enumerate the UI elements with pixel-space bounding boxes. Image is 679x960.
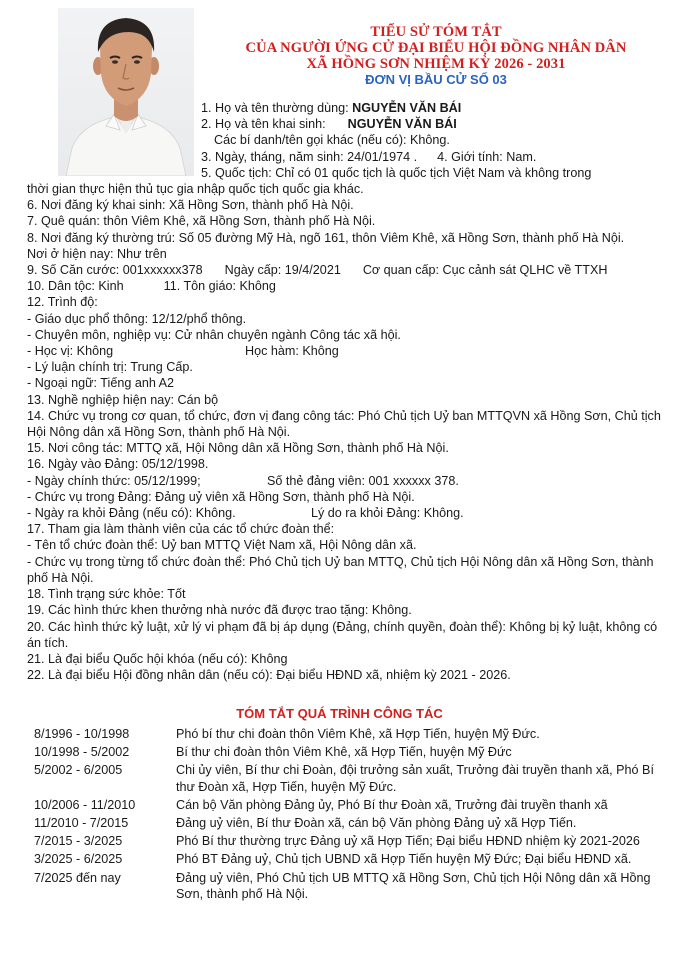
work-description: Đảng uỷ viên, Bí thư Đoàn xã, cán bộ Văn phòng Đảng uỷ xã Hợp Tiến. (176, 816, 577, 831)
bio-line-12b: - Chuyên môn, nghiệp vụ: Cử nhân chuyên ngành Công tác xã hội. (27, 327, 401, 342)
bio-line-12c: - Học vị: Không Học hàm: Không (27, 344, 339, 359)
bio-line-12e: - Ngoại ngữ: Tiếng anh A2 (27, 376, 175, 391)
document-term: XÃ HỒNG SƠN NHIỆM KỲ 2026 - 2031 (306, 56, 566, 72)
bio-line-1: 1. Họ và tên thường dùng: NGUYỄN VĂN BÁI (201, 101, 462, 115)
bio-line-20: 20. Các hình thức kỷ luật, xử lý vi phạm đã bị áp dụng (Đảng, chính quyền, đoàn thể): Không bị kỷ luật, không có án tích. (27, 619, 658, 650)
work-description: Bí thư chi đoàn thôn Viêm Khê, xã Hợp Tiến, huyện Mỹ Đức (176, 745, 512, 760)
bio-line-12: 12. Trình độ: (27, 295, 98, 310)
work-description: Phó bí thư chi đoàn thôn Viêm Khê, xã Hợp Tiến, huyện Mỹ Đức. (176, 727, 540, 741)
bio-line-3: 3. Ngày, tháng, năm sinh: 24/01/1974 . 4. Giới tính: Nam. (201, 149, 537, 164)
bio-line-17: 17. Tham gia làm thành viên của các tổ chức đoàn thể: (27, 522, 335, 537)
work-history-row (34, 726, 664, 742)
bio-line-21: 21. Là đại biểu Quốc hội khóa (nếu có): Không (27, 651, 288, 666)
common-name: NGUYỄN VĂN BÁI (352, 101, 462, 115)
bio-line-aliases: Các bí danh/tên gọi khác (nếu có): Không. (214, 133, 450, 148)
work-period: 5/2002 - 6/2005 (34, 763, 123, 778)
work-description: Phó BT Đảng uỷ, Chủ tịch UBND xã Hợp Tiến huyện Mỹ Đức; Đại biểu HĐND xã. (176, 852, 632, 867)
biography-body (27, 100, 667, 683)
work-period: 10/2006 - 11/2010 (34, 797, 136, 812)
work-description: Đảng uỷ viên, Phó Chủ tịch UB MTTQ xã Hồng Sơn, Chủ tịch Hội Nông dân xã Hồng Sơn, thành phố Hà Nội. (176, 870, 651, 901)
bio-line-17a: - Tên tổ chức đoàn thể: Uỷ ban MTTQ Việt Nam xã, Hội Nông dân xã. (27, 538, 417, 553)
bio-line-7: 7. Quê quán: thôn Viêm Khê, xã Hồng Sơn, thành phố Hà Nội. (27, 214, 376, 229)
work-history-row (34, 744, 664, 760)
bio-line-14: 14. Chức vụ trong cơ quan, tổ chức, đơn vị đang công tác: Phó Chủ tịch Uỷ ban MTTQVN xã Hồng Sơn, Chủ tịch Hội Nông dân xã Hồng Sơn, thành phố Hà Nội. (27, 408, 661, 440)
work-history-row (34, 797, 664, 813)
bio-line-2: 2. Họ và tên khai sinh: NGUYỄN VĂN BÁI (201, 117, 457, 132)
bio-line-19: 19. Các hình thức khen thưởng nhà nước đã được trao tặng: Không. (27, 603, 412, 618)
bio-line-16: 16. Ngày vào Đảng: 05/12/1998. (27, 457, 209, 472)
bio-line-12a: - Giáo dục phổ thông: 12/12/phổ thông. (27, 311, 247, 326)
work-history-row (34, 870, 664, 902)
work-history-row (34, 815, 664, 831)
bio-line-16b: - Chức vụ trong Đảng: Đảng uỷ viên xã Hồng Sơn, thành phố Hà Nội. (27, 489, 415, 504)
document-header (198, 24, 674, 88)
work-period: 3/2025 - 6/2025 (34, 852, 123, 867)
work-description: Phó Bí thư thường trực Đảng uỷ xã Hợp Tiến; Đại biểu HĐND nhiệm kỳ 2021-2026 (176, 834, 640, 849)
work-description: Cán bộ Văn phòng Đảng ủy, Phó Bí thư Đoàn xã, Trưởng đài truyền thanh xã (176, 797, 608, 812)
bio-line-8b: Nơi ở hiện nay: Như trên (27, 246, 167, 261)
bio-line-16a: - Ngày chính thức: 05/12/1999; Số thẻ đảng viên: 001 xxxxxx 378. (27, 473, 459, 488)
work-period: 7/2015 - 3/2025 (34, 834, 123, 849)
work-history-row (34, 851, 664, 867)
bio-line-6: 6. Nơi đăng ký khai sinh: Xã Hồng Sơn, thành phố Hà Nội. (27, 198, 354, 213)
document-subtitle: CỦA NGƯỜI ỨNG CỬ ĐẠI BIỂU HỘI ĐỒNG NHÂN DÂN (245, 40, 627, 56)
work-history-list (34, 726, 664, 904)
work-period: 11/2010 - 7/2015 (34, 816, 129, 831)
work-period: 10/1998 - 5/2002 (34, 745, 130, 760)
work-period: 8/1996 - 10/1998 (34, 727, 130, 741)
bio-line-12d: - Lý luận chính trị: Trung Cấp. (27, 360, 193, 375)
bio-line-16c: - Ngày ra khỏi Đảng (nếu có): Không. Lý do ra khỏi Đảng: Không. (27, 506, 464, 521)
bio-line-13: 13. Nghề nghiệp hiện nay: Cán bộ (27, 392, 219, 407)
bio-line-15: 15. Nơi công tác: MTTQ xã, Hội Nông dân xã Hồng Sơn, thành phố Hà Nội. (27, 441, 449, 456)
document-title: TIỂU SỬ TÓM TẮT (370, 24, 502, 40)
bio-line-17b: - Chức vụ trong từng tổ chức đoàn thể: Phó Chủ tịch Uỷ ban MTTQ, Chủ tịch Hội Nông dân xã Hồng Sơn, thành phố Hà Nội. (27, 554, 654, 585)
bio-line-18: 18. Tình trạng sức khỏe: Tốt (27, 587, 186, 602)
bio-line-22: 22. Là đại biểu Hội đồng nhân dân (nếu có): Đại biểu HĐND xã, nhiệm kỳ 2021 - 2026. (27, 668, 511, 683)
bio-line-9: 9. Số Căn cước: 001xxxxxx378 Ngày cấp: 19/4/2021 Cơ quan cấp: Cục cảnh sát QLHC về TTXH (27, 263, 608, 278)
work-description: Chi ủy viên, Bí thư chi Đoàn, đội trưởng sản xuất, Trưởng đài truyền thanh xã, Phó Bí thư Đoàn xã, Hợp Tiến, huyện Mỹ Đức. (176, 763, 654, 794)
bio-line-10: 10. Dân tộc: Kinh 11. Tôn giáo: Không (27, 279, 276, 294)
work-history-title: TÓM TẮT QUÁ TRÌNH CÔNG TÁC (236, 706, 443, 721)
birth-name: NGUYỄN VĂN BÁI (347, 117, 457, 132)
bio-line-5b: thời gian thực hiện thủ tục gia nhập quốc tịch quốc gia khác. (27, 182, 364, 197)
work-period: 7/2025 đến nay (34, 870, 121, 885)
electoral-unit: ĐƠN VỊ BẦU CỬ SỐ 03 (365, 72, 507, 87)
work-history-row (34, 762, 664, 794)
work-history-row (34, 833, 664, 849)
bio-line-8: 8. Nơi đăng ký thường trú: Số 05 đường Mỹ Hà, ngõ 161, thôn Viêm Khê, xã Hồng Sơn, thành phố Hà Nội. (27, 230, 625, 245)
bio-line-5a: 5. Quốc tịch: Chỉ có 01 quốc tịch là quốc tịch Việt Nam và không trong (201, 165, 592, 180)
